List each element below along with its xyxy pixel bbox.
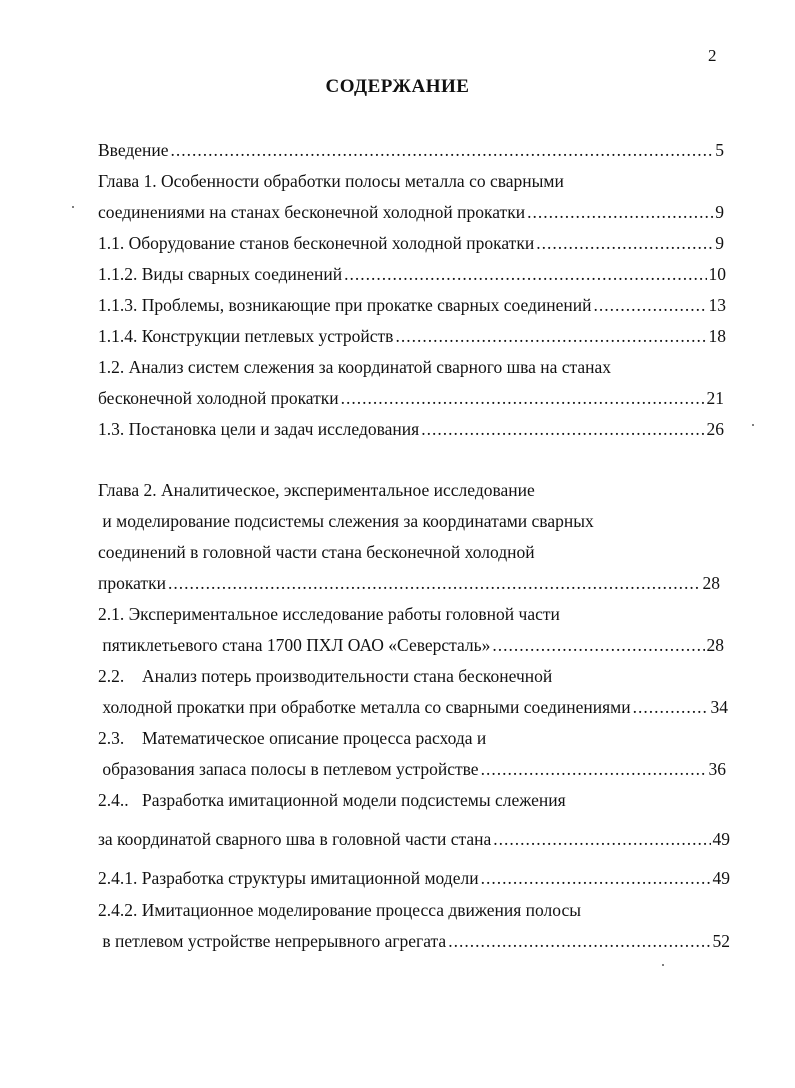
toc-chapter-2-line3: соединений в головной части стана бесконечной холодной xyxy=(98,542,535,562)
toc-entry-intro xyxy=(98,140,724,160)
toc-entry-text: Введение xyxy=(98,140,169,160)
toc-entry-text: 1.1.4. Конструкции петлевых устройств xyxy=(98,326,394,346)
toc-leader-dots xyxy=(536,233,713,253)
toc-leader-dots xyxy=(421,419,704,439)
page-title: СОДЕРЖАНИЕ xyxy=(325,76,470,97)
toc-entry-1-1 xyxy=(98,233,724,253)
toc-section-number: 2.4.. xyxy=(98,790,129,810)
page-number: 2 xyxy=(708,46,717,65)
toc-entry-2-4 xyxy=(98,829,730,849)
toc-entry-1-3 xyxy=(98,419,724,439)
toc-section-2-1-line1: 2.1. Экспериментальное исследование работы головной части xyxy=(98,604,560,624)
toc-leader-dots xyxy=(481,759,707,779)
toc-entry-2-4-2 xyxy=(98,931,730,951)
toc-entry-page: 36 xyxy=(708,759,726,779)
toc-section-number: 2.2. xyxy=(98,666,125,686)
scan-speck xyxy=(72,206,74,208)
toc-entry-page: 28 xyxy=(702,573,720,593)
toc-leader-dots xyxy=(492,635,704,655)
toc-entry-2-3 xyxy=(98,759,726,779)
toc-chapter-2-line2: и моделирование подсистемы слежения за координатами сварных xyxy=(98,511,594,531)
toc-leader-dots xyxy=(395,326,706,346)
toc-entry-page: 52 xyxy=(712,931,730,951)
toc-entry-page: 28 xyxy=(706,635,724,655)
toc-leader-dots xyxy=(481,868,711,888)
toc-section-title: Анализ потерь производительности стана бесконечной xyxy=(142,666,553,686)
toc-leader-dots xyxy=(344,264,706,284)
toc-entry-2-2 xyxy=(98,697,728,717)
toc-entry-text: в петлевом устройстве непрерывного агрегата xyxy=(98,931,447,951)
toc-section-2-3-line1 xyxy=(98,728,486,748)
toc-entry-text: бесконечной холодной прокатки xyxy=(98,388,339,408)
scan-speck xyxy=(662,964,664,966)
toc-leader-dots xyxy=(594,295,707,315)
toc-entry-text: образования запаса полосы в петлевом устройстве xyxy=(98,759,479,779)
toc-leader-dots xyxy=(448,931,710,951)
toc-entry-page: 18 xyxy=(708,326,726,346)
toc-leader-dots xyxy=(168,573,701,593)
toc-entry-page: 26 xyxy=(706,419,724,439)
toc-entry-text: 1.3. Постановка цели и задач исследования xyxy=(98,419,420,439)
toc-leader-dots xyxy=(171,140,714,160)
toc-entry-page: 10 xyxy=(708,264,726,284)
toc-entry-text: пятиклетьевого стана 1700 ПХЛ ОАО «Северсталь» xyxy=(98,635,491,655)
toc-leader-dots xyxy=(341,388,705,408)
toc-entry-page: 9 xyxy=(715,233,724,253)
toc-entry-page: 13 xyxy=(708,295,726,315)
toc-entry-1-1-4 xyxy=(98,326,726,346)
toc-entry-chapter-1 xyxy=(98,202,724,222)
toc-leader-dots xyxy=(527,202,713,222)
toc-entry-2-1 xyxy=(98,635,724,655)
toc-chapter-1-line1: Глава 1. Особенности обработки полосы металла со сварными xyxy=(98,171,564,191)
scan-speck xyxy=(752,424,754,426)
toc-section-title: Разработка имитационной модели подсистемы слежения xyxy=(142,790,566,810)
toc-entry-page: 5 xyxy=(715,140,724,160)
toc-section-title: Математическое описание процесса расхода и xyxy=(142,728,487,748)
toc-entry-text: холодной прокатки при обработке металла со сварными соединениями xyxy=(98,697,631,717)
toc-entry-text: за координатой сварного шва в головной части стана xyxy=(98,829,492,849)
toc-leader-dots xyxy=(633,697,709,717)
toc-chapter-2-line1: Глава 2. Аналитическое, экспериментальное исследование xyxy=(98,480,535,500)
toc-section-2-2-line1 xyxy=(98,666,552,686)
toc-entry-text: прокатки xyxy=(98,573,166,593)
toc-entry-page: 49 xyxy=(712,829,730,849)
toc-entry-2-4-1 xyxy=(98,868,730,888)
toc-section-2-4-2-line1: 2.4.2. Имитационное моделирование процесса движения полосы xyxy=(98,900,582,920)
toc-entry-page: 49 xyxy=(712,868,730,888)
toc-section-2-4-line1 xyxy=(98,790,566,810)
toc-entry-text: 1.1. Оборудование станов бесконечной холодной прокатки xyxy=(98,233,535,253)
toc-section-number: 2.3. xyxy=(98,728,125,748)
toc-entry-page: 34 xyxy=(710,697,728,717)
toc-entry-1-1-2 xyxy=(98,264,726,284)
toc-entry-1-1-3 xyxy=(98,295,726,315)
toc-entry-text: 2.4.1. Разработка структуры имитационной модели xyxy=(98,868,479,888)
toc-entry-page: 21 xyxy=(706,388,724,408)
toc-entry-1-2 xyxy=(98,388,724,408)
toc-leader-dots xyxy=(493,829,710,849)
toc-section-1-2-line1: 1.2. Анализ систем слежения за координатой сварного шва на станах xyxy=(98,357,612,377)
toc-entry-text: 1.1.2. Виды сварных соединений xyxy=(98,264,343,284)
toc-entry-text: соединениями на станах бесконечной холодной прокатки xyxy=(98,202,526,222)
toc-entry-chapter-2 xyxy=(98,573,720,593)
toc-entry-page: 9 xyxy=(715,202,724,222)
toc-entry-text: 1.1.3. Проблемы, возникающие при прокатке сварных соединений xyxy=(98,295,592,315)
